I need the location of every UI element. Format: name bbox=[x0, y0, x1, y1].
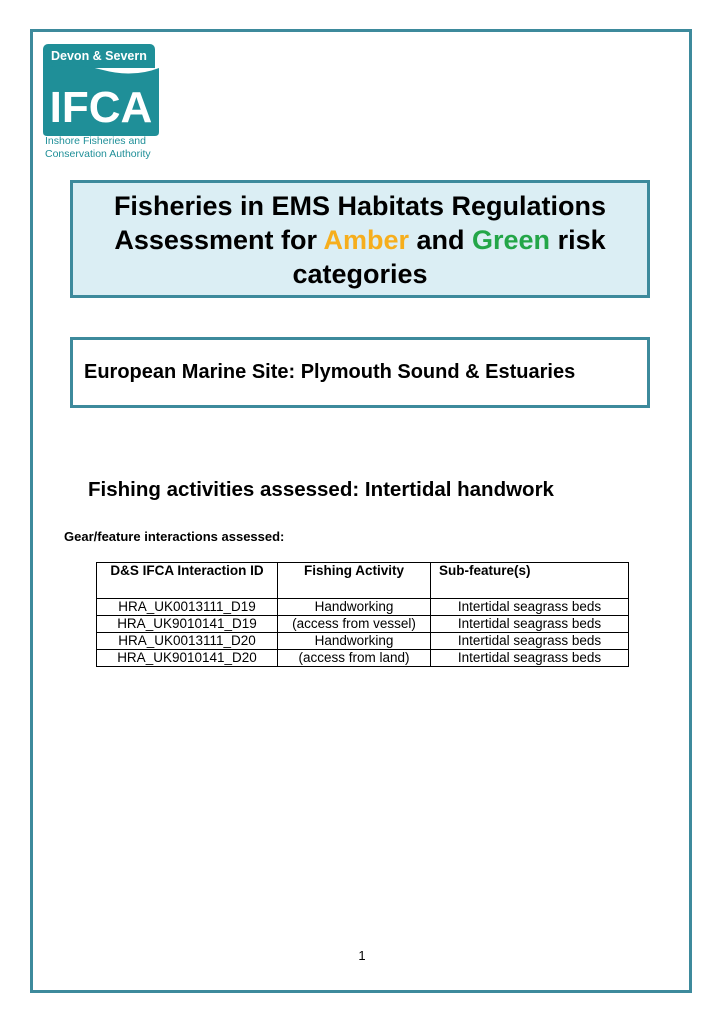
interaction-id: HRA_UK0013111_D20 bbox=[97, 633, 278, 650]
sub-feature: Intertidal seagrass beds bbox=[431, 633, 629, 650]
title-line-1: Fisheries in EMS Habitats Regulations bbox=[113, 191, 607, 221]
interaction-id: HRA_UK9010141_D20 bbox=[97, 650, 278, 667]
page-number: 1 bbox=[358, 948, 366, 963]
title-line-3: categories bbox=[292, 259, 428, 289]
table-row bbox=[97, 616, 629, 633]
fishing-activity: Handworking bbox=[278, 599, 431, 616]
logo-top-text: Devon & Severn bbox=[43, 44, 155, 68]
fishing-activity: (access from vessel) bbox=[278, 616, 431, 633]
fishing-activity: Handworking bbox=[278, 633, 431, 650]
logo-wordmark: IFCA bbox=[49, 83, 153, 132]
site-heading: European Marine Site: Plymouth Sound & Estuaries bbox=[70, 337, 650, 408]
table-row bbox=[97, 599, 629, 616]
header-fishing-activity: Fishing Activity bbox=[278, 563, 431, 599]
amber-word: Amber bbox=[323, 225, 409, 255]
table-header-row bbox=[97, 563, 629, 599]
gear-heading: Gear/feature interactions assessed: bbox=[64, 529, 285, 544]
header-sub-features: Sub-feature(s) bbox=[431, 563, 629, 599]
sub-feature: Intertidal seagrass beds bbox=[431, 599, 629, 616]
activities-heading: Fishing activities assessed: Intertidal handwork bbox=[88, 478, 554, 501]
fishing-activity: (access from land) bbox=[278, 650, 431, 667]
header-interaction-id: D&S IFCA Interaction ID bbox=[97, 563, 278, 599]
interactions-table bbox=[96, 562, 629, 667]
green-word: Green bbox=[472, 225, 551, 255]
table-row bbox=[97, 633, 629, 650]
interaction-id: HRA_UK0013111_D19 bbox=[97, 599, 278, 616]
table-row bbox=[97, 650, 629, 667]
document-title bbox=[70, 180, 650, 298]
logo-subtitle: Inshore Fisheries and Conservation Authority bbox=[45, 135, 151, 160]
page-border bbox=[30, 29, 692, 993]
interaction-id: HRA_UK9010141_D19 bbox=[97, 616, 278, 633]
sub-feature: Intertidal seagrass beds bbox=[431, 650, 629, 667]
title-line-2: Assessment for Amber and Green risk bbox=[114, 225, 606, 255]
logo-wordmark-graphic bbox=[43, 64, 159, 136]
sub-feature: Intertidal seagrass beds bbox=[431, 616, 629, 633]
